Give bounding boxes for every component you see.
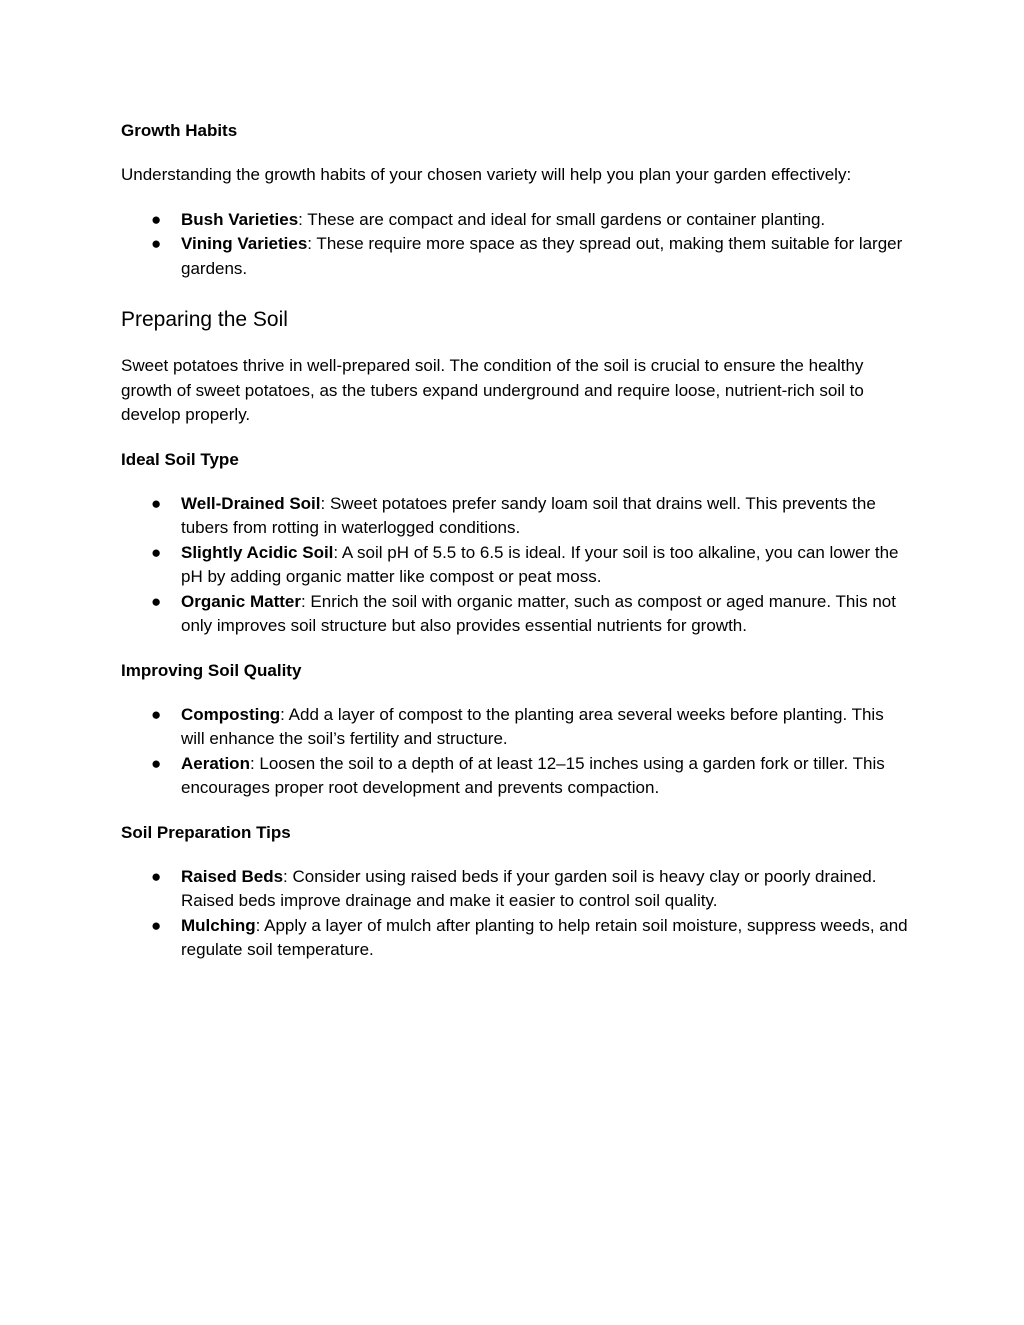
growth-habits-intro: Understanding the growth habits of your chosen variety will help you plan your garden effectively: <box>121 165 852 184</box>
ideal-soil-type-heading: Ideal Soil Type <box>121 449 239 469</box>
list-item <box>121 865 911 914</box>
list-item <box>121 208 911 233</box>
list-item-term: Raised Beds <box>181 866 284 886</box>
list-item-term: Slightly Acidic Soil <box>181 542 334 562</box>
bullet-icon: ● <box>151 704 162 724</box>
list-item-text: : Enrich the soil with organic matter, such as compost or aged manure. This not only improves soil structure but also provides essential nutrients for growth. <box>181 591 896 635</box>
growth-habits-list <box>121 208 911 282</box>
bullet-icon: ● <box>151 234 162 253</box>
list-item-text: : Apply a layer of mulch after planting to help retain soil moisture, suppress weeds, and regulate soil temperature. <box>181 915 908 959</box>
document-page <box>121 119 911 963</box>
list-item-text: : Sweet potatoes prefer sandy loam soil that drains well. This prevents the tubers from rotting in waterlogged conditions. <box>181 493 876 537</box>
list-item <box>121 752 911 801</box>
improving-soil-quality-list <box>121 703 911 801</box>
list-item <box>121 541 911 590</box>
list-item-term: Bush Varieties <box>181 209 299 229</box>
improving-soil-quality-heading: Improving Soil Quality <box>121 660 302 680</box>
list-item-text: : Consider using raised beds if your garden soil is heavy clay or poorly drained. Raised beds improve drainage and make it easier to control soil quality. <box>181 866 877 910</box>
list-item-term: Organic Matter <box>181 591 301 611</box>
bullet-icon: ● <box>151 493 162 513</box>
list-item <box>121 590 911 639</box>
list-item <box>121 492 911 541</box>
bullet-icon: ● <box>151 209 162 229</box>
list-item-term: Vining Varieties <box>181 234 308 253</box>
soil-preparation-tips-list <box>121 865 911 963</box>
bullet-icon: ● <box>151 591 162 611</box>
bullet-icon: ● <box>151 866 162 886</box>
list-item-text: : These require more space as they spread out, making them suitable for larger gardens. <box>181 234 903 278</box>
list-item-text: : Add a layer of compost to the planting area several weeks before planting. This will enhance the soil’s fertility and structure. <box>181 704 884 748</box>
preparing-soil-intro: Sweet potatoes thrive in well-prepared soil. The condition of the soil is crucial to ensure the healthy growth of sweet potatoes, as the tubers expand underground and require loose, nutrient-rich soil to develop properly. <box>121 356 864 424</box>
list-item-term: Aeration <box>181 753 250 773</box>
list-item-term: Well-Drained Soil <box>181 493 321 513</box>
soil-preparation-tips-heading: Soil Preparation Tips <box>121 822 291 842</box>
list-item-text: : These are compact and ideal for small gardens or container planting. <box>298 209 826 229</box>
list-item <box>121 703 911 752</box>
list-item-term: Composting <box>181 704 281 724</box>
growth-habits-heading: Growth Habits <box>121 121 238 140</box>
preparing-soil-heading: Preparing the Soil <box>121 308 288 331</box>
list-item <box>121 914 911 963</box>
bullet-icon: ● <box>151 915 162 935</box>
list-item-text: : Loosen the soil to a depth of at least 12–15 inches using a garden fork or tiller. This encourages proper root development and prevents compaction. <box>181 753 885 797</box>
list-item <box>121 232 911 281</box>
bullet-icon: ● <box>151 753 162 773</box>
bullet-icon: ● <box>151 542 162 562</box>
list-item-text: : A soil pH of 5.5 to 6.5 is ideal. If your soil is too alkaline, you can lower the pH by adding organic matter like compost or peat moss. <box>181 542 899 586</box>
ideal-soil-type-list <box>121 492 911 639</box>
list-item-term: Mulching <box>181 915 256 935</box>
